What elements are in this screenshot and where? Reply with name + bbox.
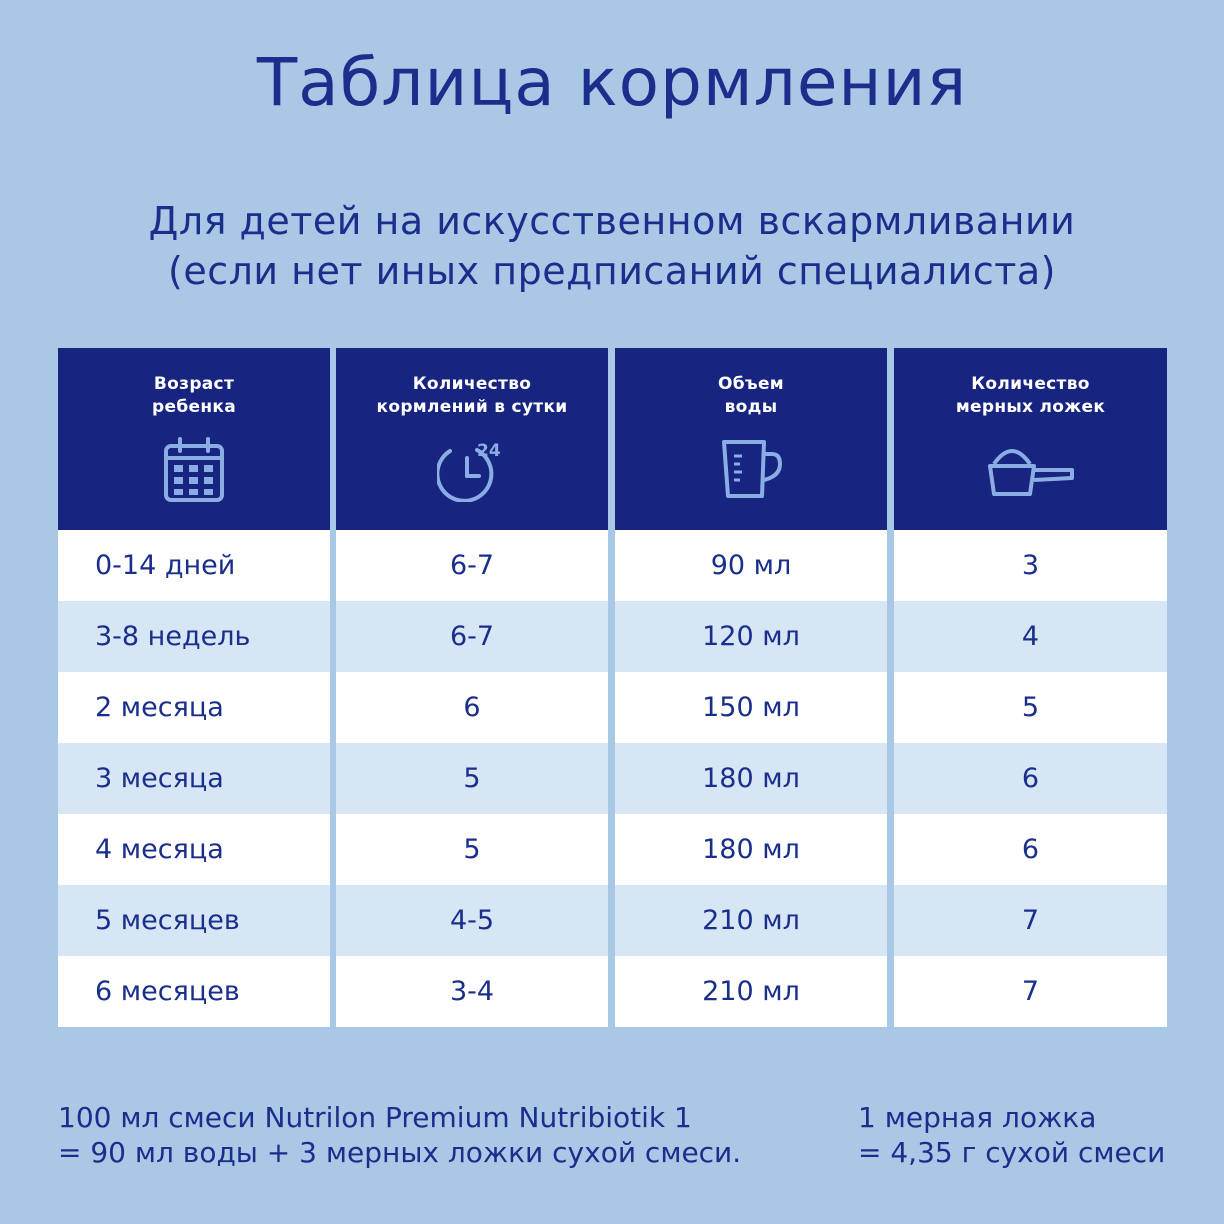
cell-age-row-6: 5 месяцев	[58, 885, 330, 956]
feeding-table	[58, 348, 1167, 1042]
subtitle-line-1: Для детей на искусственном вскармливании	[148, 199, 1076, 243]
cell-water-row-4: 180 мл	[615, 743, 887, 814]
header-water	[615, 348, 887, 530]
cell-water-row-5: 180 мл	[615, 814, 887, 885]
header-water-label	[615, 373, 887, 419]
calendar-icon	[162, 436, 226, 504]
header-scoops-label	[894, 373, 1167, 419]
cell-scoops-row-5: 6	[894, 814, 1167, 885]
cell-scoops-row-7: 7	[894, 956, 1167, 1027]
header-scoops-line-2: мерных ложек	[955, 397, 1106, 417]
cell-feedings-row-2: 6-7	[336, 601, 608, 672]
cell-scoops-row-3: 5	[894, 672, 1167, 743]
cell-age-row-5: 4 месяца	[58, 814, 330, 885]
cell-feedings-row-5: 5	[336, 814, 608, 885]
cell-water-row-7: 210 мл	[615, 956, 887, 1027]
header-age	[58, 348, 330, 530]
header-feedings	[336, 348, 608, 530]
cell-feedings-row-3: 6	[336, 672, 608, 743]
footer-note-right	[858, 1100, 1165, 1170]
header-feedings-line-1: Количество	[412, 374, 532, 394]
page-subtitle	[0, 196, 1224, 296]
cell-age-row-1: 0-14 дней	[58, 530, 330, 601]
cell-feedings-row-7: 3-4	[336, 956, 608, 1027]
cell-scoops-row-2: 4	[894, 601, 1167, 672]
header-feedings-line-2: кормлений в сутки	[376, 397, 568, 417]
footer-note-left	[58, 1100, 741, 1170]
header-water-line-2: воды	[724, 397, 778, 417]
clock-24-icon	[437, 436, 507, 502]
header-water-line-1: Объем	[717, 374, 785, 394]
page-title: Таблица кормления	[256, 44, 968, 121]
header-scoops-line-1: Количество	[971, 374, 1090, 394]
cell-scoops-row-1: 3	[894, 530, 1167, 601]
header-age-line-1: Возраст	[153, 374, 235, 394]
header-scoops	[894, 348, 1167, 530]
cell-age-row-4: 3 месяца	[58, 743, 330, 814]
subtitle-line-2: (если нет иных предписаний специалиста)	[168, 249, 1056, 293]
scoop-icon	[986, 436, 1076, 502]
cell-scoops-row-6: 7	[894, 885, 1167, 956]
cell-age-row-2: 3-8 недель	[58, 601, 330, 672]
cell-age-row-7: 6 месяцев	[58, 956, 330, 1027]
cell-water-row-3: 150 мл	[615, 672, 887, 743]
header-age-label	[58, 373, 330, 419]
cell-water-row-2: 120 мл	[615, 601, 887, 672]
measuring-jug-icon	[718, 436, 784, 502]
clock-24-text: 24	[477, 441, 501, 461]
header-age-line-2: ребенка	[152, 397, 236, 417]
footer-left-line-1: 100 мл смеси Nutrilon Premium Nutribiotik 1	[58, 1101, 692, 1134]
header-feedings-label	[336, 373, 608, 419]
cell-water-row-6: 210 мл	[615, 885, 887, 956]
footer-left-line-2: = 90 мл воды + 3 мерных ложки сухой смеси.	[58, 1136, 742, 1169]
cell-feedings-row-6: 4-5	[336, 885, 608, 956]
cell-age-row-3: 2 месяца	[58, 672, 330, 743]
footer-right-line-1: 1 мерная ложка	[858, 1101, 1097, 1134]
cell-feedings-row-4: 5	[336, 743, 608, 814]
cell-scoops-row-4: 6	[894, 743, 1167, 814]
cell-feedings-row-1: 6-7	[336, 530, 608, 601]
footer-right-line-2: = 4,35 г сухой смеси	[858, 1136, 1166, 1169]
cell-water-row-1: 90 мл	[615, 530, 887, 601]
